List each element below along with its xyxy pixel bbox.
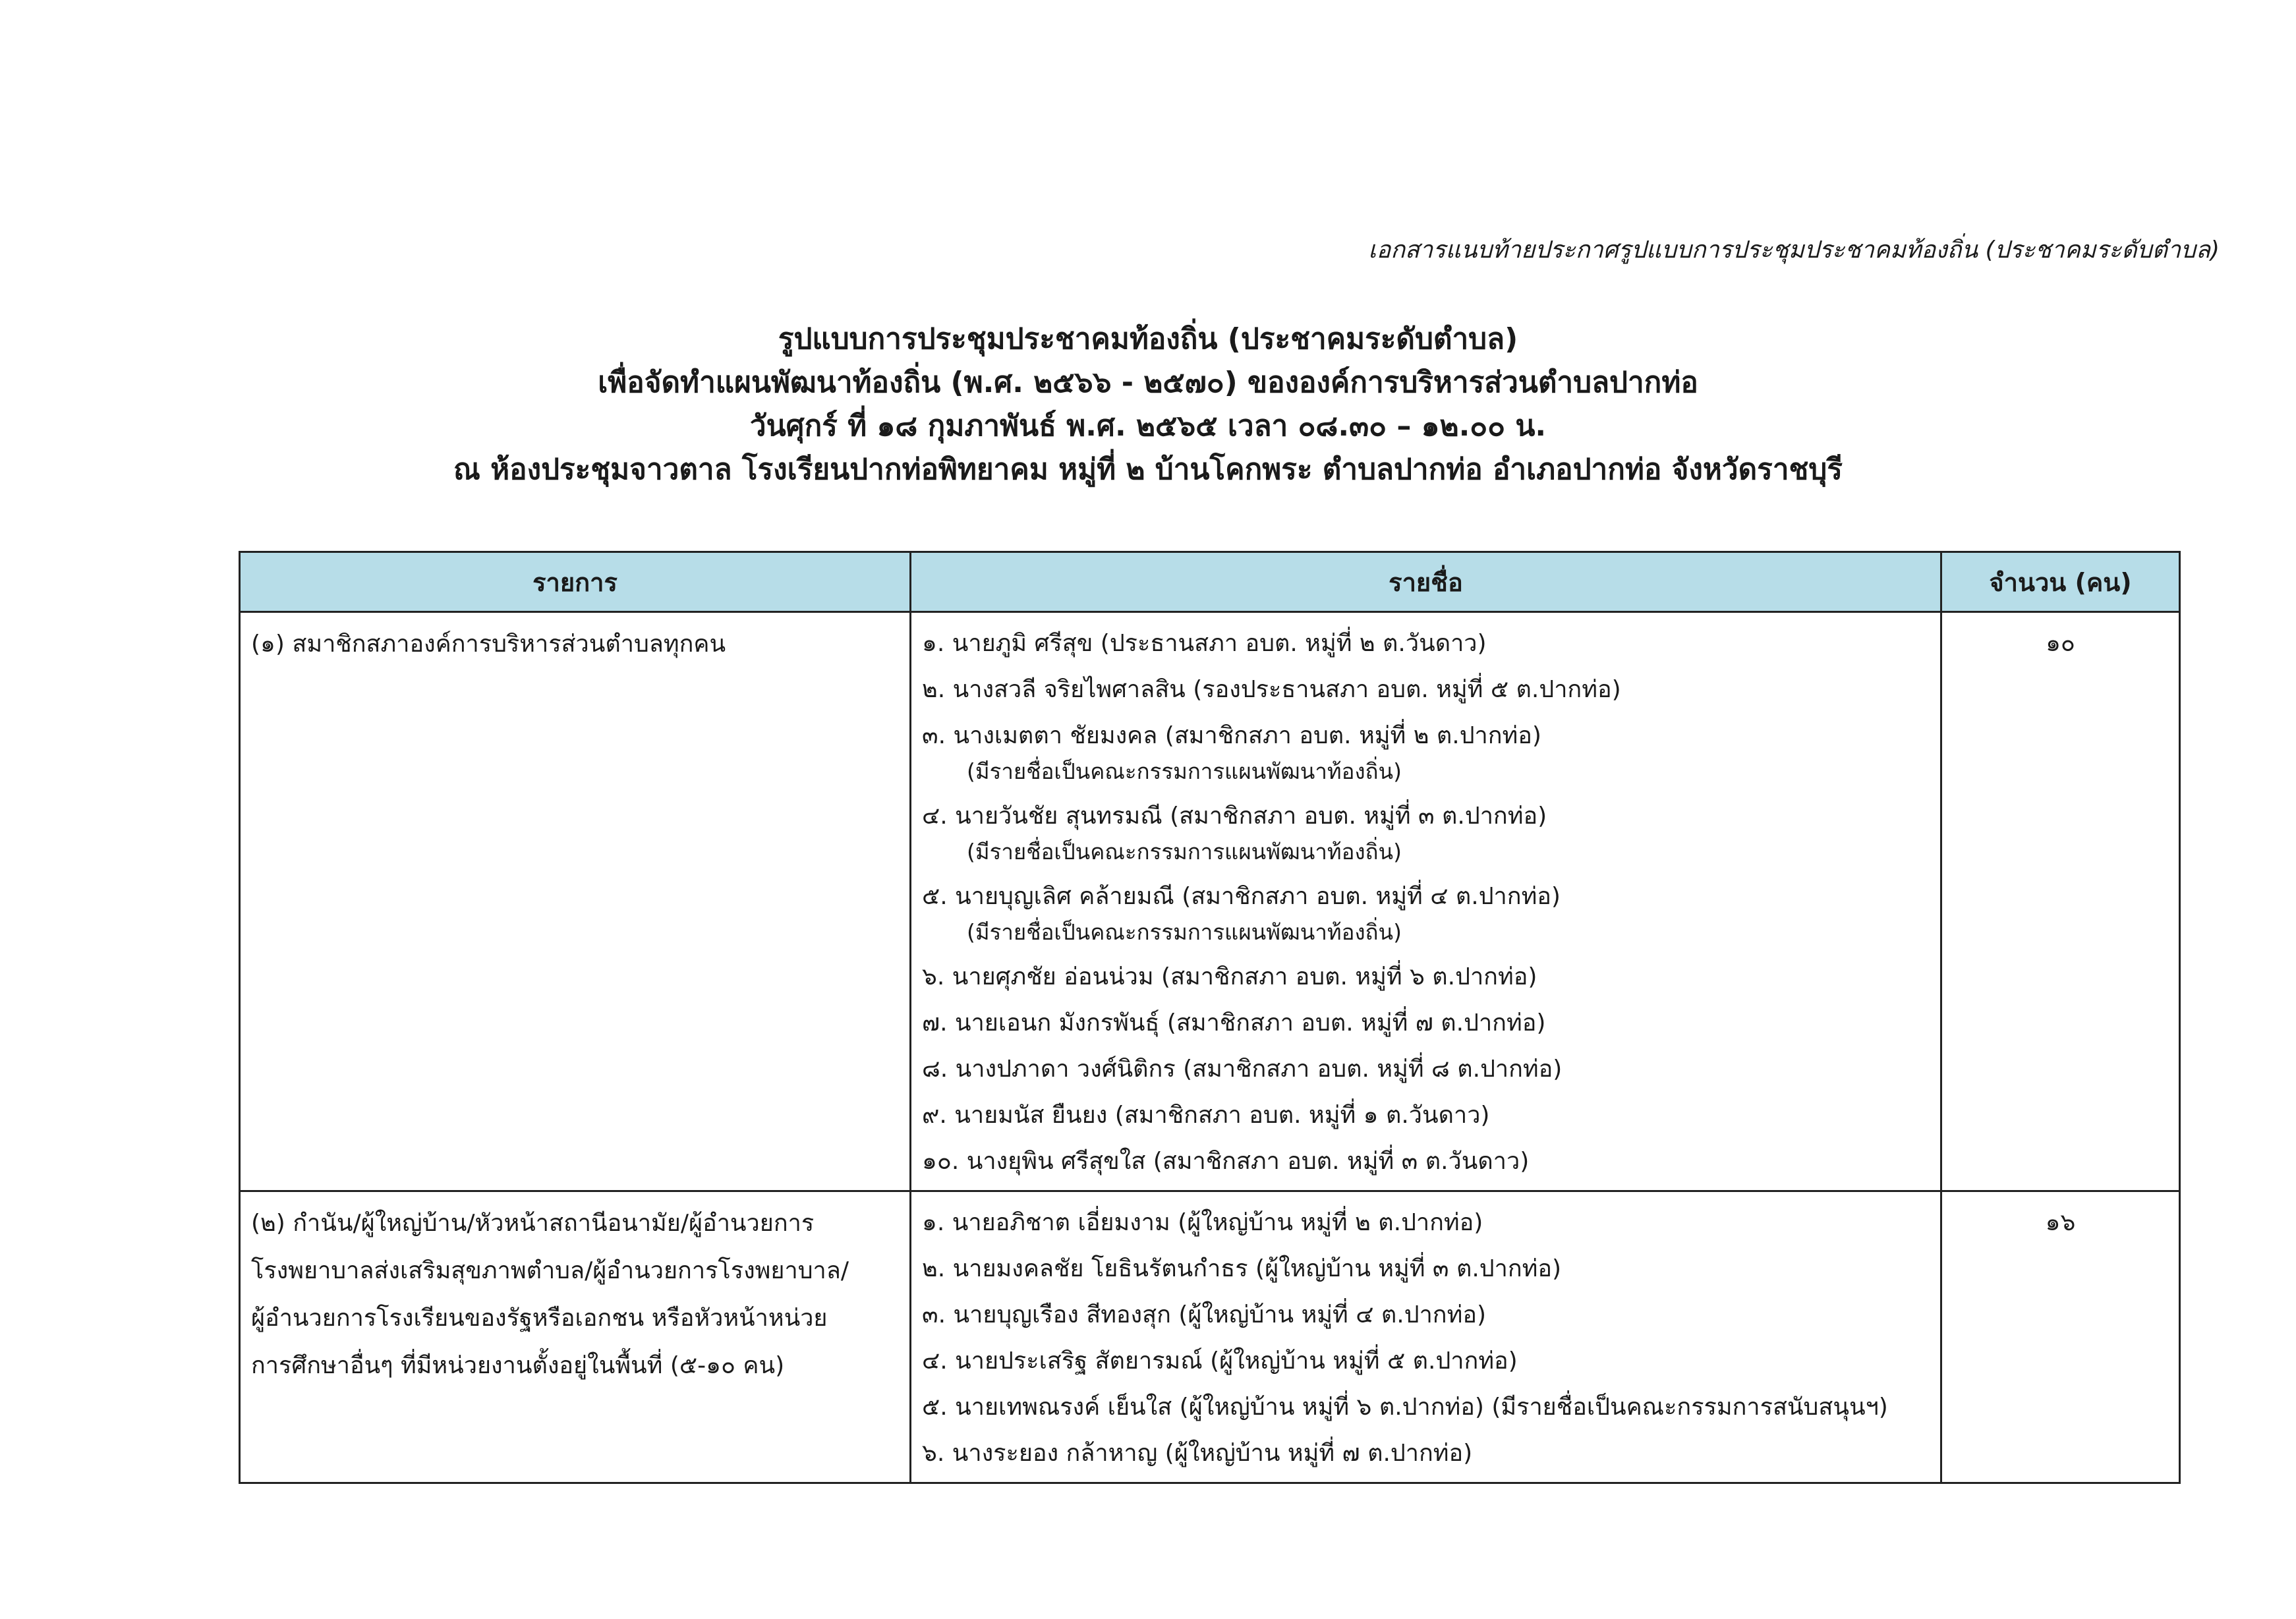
member-entry: ๘. นางปภาดา วงศ์นิติกร (สมาชิกสภา อบต. หมู่ที่ ๘ ต.ปากท่อ) [922,1056,1563,1083]
member-note: (มีรายชื่อเป็นคณะกรรมการแผนพัฒนาท้องถิ่น) [967,839,1402,865]
member-entry: ๓. นายบุญเรือง สีทองสุก (ผู้ใหญ่บ้าน หมู่ที่ ๔ ต.ปากท่อ) [922,1301,1486,1328]
member-entry: ๕. นายเทพณรงค์ เย็นใส (ผู้ใหญ่บ้าน หมู่ที่ ๖ ต.ปากท่อ) (มีรายชื่อเป็นคณะกรรมการสนับสนุนฯ) [922,1394,1888,1421]
member-entry: ๖. นางระยอง กล้าหาญ (ผู้ใหญ่บ้าน หมู่ที่ ๗ ต.ปากท่อ) [922,1440,1473,1467]
category-text: (๒) กำนัน/ผู้ใหญ่บ้าน/หัวหน้าสถานีอนามัย/ผู้อำนวยการ [251,1210,815,1237]
header-count: จำนวน (คน) [1941,552,2180,612]
annex-header-note: เอกสารแนบท้ายประกาศรูปแบบการประชุมประชาคมท้องถิ่น (ประชาคมระดับตำบล) [1368,237,2220,264]
participants-table-wrapper [239,551,2179,1484]
member-entry: ๙. นายมนัส ยืนยง (สมาชิกสภา อบต. หมู่ที่ ๑ ต.วันดาว) [922,1102,1490,1129]
category-text: (๑) สมาชิกสภาองค์การบริหารส่วนตำบลทุกคน [251,631,726,658]
member-note: (มีรายชื่อเป็นคณะกรรมการแผนพัฒนาท้องถิ่น) [967,758,1402,784]
table-header-row [240,552,2180,612]
category-cell [240,1191,911,1483]
category-text: โรงพยาบาลส่งเสริมสุขภาพตำบล/ผู้อำนวยการโรงพยาบาล/ [251,1257,849,1284]
member-entry: ๔. นายวันชัย สุนทรมณี (สมาชิกสภา อบต. หมู่ที่ ๓ ต.ปากท่อ) [922,803,1547,830]
meeting-date-time: วันศุกร์ ที่ ๑๘ กุมภาพันธ์ พ.ศ. ๒๕๖๕ เวลา ๐๘.๓๐ – ๑๒.๐๐ น. [749,409,1547,443]
names-cell [911,612,1941,1191]
meeting-venue: ณ ห้องประชุมจาวตาล โรงเรียนปากท่อพิทยาคม หมู่ที่ ๒ บ้านโคกพระ ตำบลปากท่อ อำเภอปากท่อ จังหวัดราชบุรี [453,453,1843,486]
category-text: การศึกษาอื่นๆ ที่มีหน่วยงานตั้งอยู่ในพื้นที่ (๕-๑๐ คน) [251,1352,785,1379]
member-entry: ๕. นายบุญเลิศ คล้ายมณี (สมาชิกสภา อบต. หมู่ที่ ๔ ต.ปากท่อ) [922,883,1561,910]
count-cell: ๑๖ [1941,1191,2180,1483]
member-entry: ๑. นายอภิชาต เอี่ยมงาม (ผู้ใหญ่บ้าน หมู่ที่ ๒ ต.ปากท่อ) [922,1209,1483,1236]
participants-table [239,551,2181,1484]
category-text: ผู้อำนวยการโรงเรียนของรัฐหรือเอกชน หรือหัวหน้าหน่วย [251,1305,828,1332]
document-title-block [0,318,2296,492]
member-entry: ๗. นายเอนก มังกรพันธุ์ (สมาชิกสภา อบต. หมู่ที่ ๗ ต.ปากท่อ) [922,1009,1546,1037]
member-entry: ๑๐. นางยุพิน ศรีสุขใส (สมาชิกสภา อบต. หมู่ที่ ๓ ต.วันดาว) [922,1148,1530,1175]
member-entry: ๔. นายประเสริฐ สัตยารมณ์ (ผู้ใหญ่บ้าน หมู่ที่ ๕ ต.ปากท่อ) [922,1348,1518,1375]
member-entry: ๑. นายภูมิ ศรีสุข (ประธานสภา อบต. หมู่ที่ ๒ ต.วันดาว) [922,630,1487,657]
document-subtitle: เพื่อจัดทำแผนพัฒนาท้องถิ่น (พ.ศ. ๒๕๖๖ - ๒๕๗๐) ขององค์การบริหารส่วนตำบลปากท่อ [598,366,1698,399]
member-entry: ๒. นายมงคลชัย โยธินรัตนกำธร (ผู้ใหญ่บ้าน หมู่ที่ ๓ ต.ปากท่อ) [922,1255,1562,1282]
table-body [240,612,2180,1483]
member-note: (มีรายชื่อเป็นคณะกรรมการแผนพัฒนาท้องถิ่น) [967,919,1402,945]
table-row [240,1191,2180,1483]
member-entry: ๒. นางสวลี จริยไพศาลสิน (รองประธานสภา อบต. หมู่ที่ ๕ ต.ปากท่อ) [922,676,1621,703]
names-cell [911,1191,1941,1483]
count-cell: ๑๐ [1941,612,2180,1191]
header-item: รายการ [240,552,911,612]
header-names: รายชื่อ [911,552,1941,612]
member-entry: ๓. นางเมตตา ชัยมงคล (สมาชิกสภา อบต. หมู่ที่ ๒ ต.ปากท่อ) [922,722,1541,749]
table-row [240,612,2180,1191]
category-cell [240,612,911,1191]
member-entry: ๖. นายศุภชัย อ่อนน่วม (สมาชิกสภา อบต. หมู่ที่ ๖ ต.ปากท่อ) [922,963,1537,990]
document-title: รูปแบบการประชุมประชาคมท้องถิ่น (ประชาคมระดับตำบล) [778,322,1518,356]
